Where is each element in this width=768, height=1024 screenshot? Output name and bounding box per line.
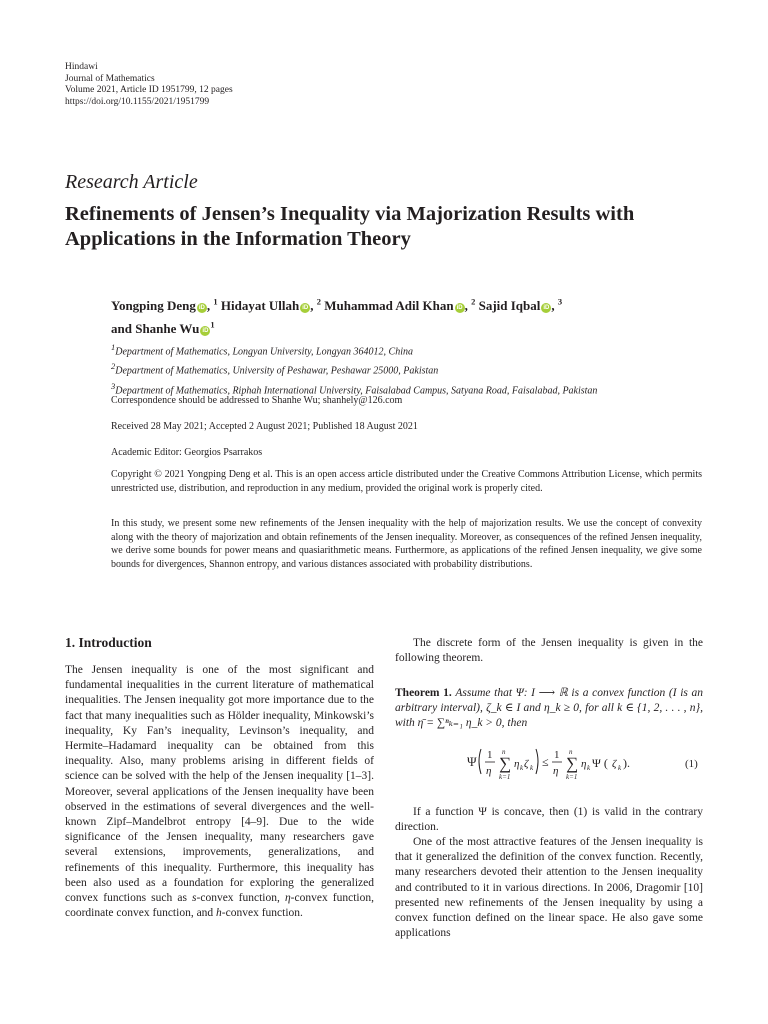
concave-remark: If a function Ψ is concave, then (1) is valid in the contrary direction. — [395, 806, 703, 834]
author: Hidayat Ullah iD , $^2$ — [220, 297, 322, 314]
svg-text:η: η — [553, 765, 559, 777]
svg-text:∑: ∑ — [566, 754, 579, 773]
author-affil-sup: 1 — [210, 319, 215, 330]
svg-text:n: n — [569, 748, 573, 756]
doi-link[interactable]: https://doi.org/10.1155/2021/1951799 — [65, 96, 210, 107]
svg-text:n: n — [502, 748, 506, 756]
section-heading-introduction: 1. Introduction — [65, 635, 152, 650]
volume-line: Volume 2021, Article ID 1951799, 12 pages — [65, 85, 233, 95]
article-type: Research Article — [65, 171, 198, 193]
svg-text:1: 1 — [554, 749, 560, 761]
theorem-block — [395, 686, 703, 732]
theorem-statement: Assume that Ψ: I ⟶ ℝ is a convex function (I is an arbitrary interval), ζ_k ∈ I and η_k ≥ 0, for all k ∈ {1, 2, . . . , n}, with η̄ = ∑ⁿₖ₌₁ η_k > 0, then — [395, 687, 703, 730]
author — [111, 321, 215, 336]
affiliation: $^2$Department of Mathematics, University of Peshawar, Peshawar 25000, Pakistan — [111, 361, 439, 377]
svg-text:).: ). — [623, 756, 630, 770]
author-affil-sup: 2 — [471, 297, 476, 307]
author-name: and Shanhe Wu — [111, 320, 200, 336]
svg-text:k=1: k=1 — [566, 773, 578, 781]
journal-header — [65, 62, 233, 108]
svg-text:≤: ≤ — [542, 755, 549, 769]
svg-text:Ψ: Ψ — [467, 754, 477, 769]
article-title: Refinements of Jensen’s Inequality via Majorization Results with Applications in the Information Theory — [65, 203, 635, 250]
jensen-equation — [395, 741, 703, 781]
publisher-name: Hindawi — [65, 62, 98, 72]
dates-line: Received 28 May 2021; Accepted 2 August 2021; Published 18 August 2021 — [111, 421, 418, 432]
svg-text:η: η — [486, 765, 492, 777]
equation-graphic — [395, 741, 703, 781]
svg-text:k: k — [618, 764, 622, 772]
affiliation-list — [111, 340, 597, 398]
author-name: Muhammad Adil Khan — [324, 298, 454, 314]
svg-text:1: 1 — [487, 749, 493, 761]
intro-right-paragraph: The discrete form of the Jensen inequality is given in the following theorem. — [395, 637, 703, 665]
intro-left-column — [65, 663, 374, 921]
author-name: Yongping Deng — [111, 298, 196, 314]
author-name: Sajid Iqbal — [478, 298, 541, 314]
orcid-icon[interactable]: iD — [198, 305, 205, 312]
author: Sajid Iqbal iD , $^3$ — [478, 297, 563, 314]
journal-name: Journal of Mathematics — [65, 73, 155, 84]
editor-line: Academic Editor: Georgios Psarrakos — [111, 447, 263, 458]
correspondence-line: Correspondence should be addressed to Shanhe Wu; shanhely@126.com — [111, 395, 403, 406]
affiliation: $^1$Department of Mathematics, Longyan University, Longyan 364012, China — [111, 342, 414, 358]
author: Yongping Deng iD , $^1$ — [111, 297, 218, 314]
orcid-icon[interactable]: iD — [302, 305, 309, 312]
svg-text:η: η — [581, 758, 587, 770]
affiliation: $^3$Department of Mathematics, Riphah International University, Faisalabad Campus, Satyana Road, Faisalabad, Pakistan — [111, 380, 598, 396]
author-list — [111, 293, 711, 338]
intro-right-paragraph-2: One of the most attractive features of the Jensen inequality is that it generalized the definition of the convex function. Recently, many researchers devoted their attention to the Jensen inequality and contributed to it in various directions. In 2006, Dragomir [10] presented new refinements of the Jensen inequality by using a convex function defined on the linear space. He also gave some applications — [395, 836, 703, 940]
orcid-icon[interactable]: iD — [543, 305, 550, 312]
svg-text:∑: ∑ — [499, 754, 512, 773]
svg-text:k: k — [587, 764, 591, 772]
svg-text:k: k — [520, 764, 524, 772]
svg-text:ζ: ζ — [524, 758, 529, 770]
author-affil-sup: 1 — [213, 297, 218, 307]
svg-text:Ψ (: Ψ ( — [592, 756, 608, 770]
svg-text:η: η — [514, 758, 520, 770]
author-affil-sup: 2 — [316, 297, 322, 307]
svg-text:k=1: k=1 — [499, 773, 511, 781]
orcid-icon[interactable]: iD — [456, 305, 463, 312]
orcid-icon[interactable]: iD — [202, 327, 209, 334]
copyright-notice: Copyright © 2021 Yongping Deng et al. This is an open access article distributed under the Creative Commons Attribution License, which permits unrestricted use, distribution, and reproduction in any medium, provided the original work is properly cited. — [111, 469, 702, 494]
author-affil-sup: 3 — [557, 297, 563, 307]
svg-text:k: k — [530, 764, 534, 772]
abstract: In this study, we present some new refinements of the Jensen inequality with the help of majorization results. We use the concept of convexity along with the theory of majorization and obtain refinements of the Jensen inequality. Moreover, as consequences of the refined Jensen inequality, we derive some bounds for power means and quasiarithmetic means. Furthermore, as applications of the refined Jensen inequality, we give some bounds for divergences, Shannon entropy, and various distances associated with probability distributions. — [111, 518, 702, 570]
author: Muhammad Adil Khan iD , $^2$ — [324, 297, 476, 314]
intro-paragraph: The Jensen inequality is one of the most significant and fundamental inequalities in the current literature of mathematical inequalities. The Jensen inequality got more importance due to the fact that many inequalities such as Hölder inequality, Minkowski’s inequality, Ky Fan’s inequality, Levinson’s inequality, and Hermite–Hadamard inequality can be obtained from this inequality. Also, many problems arising in different fields of science can be solved with the help of the Jensen inequality [1–3]. Moreover, several applications of the Jensen inequality have been observed in the estimations of several divergences and the well-known Zipf–Mandelbrot entropy [4–9]. Due to the wide significance of the Jensen inequality, many researchers gave several extensions, improvements, generalizations, and refinements of this inequality. Furthermore, this inequality has been also used as a foundation for exploring the generalized convex functions such as s-convex function, η-convex function, coordinate convex function, and h-convex function. — [65, 664, 374, 920]
svg-text:ζ: ζ — [612, 758, 617, 770]
author-name: Hidayat Ullah — [220, 298, 300, 314]
theorem-label: Theorem 1. — [395, 687, 452, 699]
equation-number: (1) — [685, 758, 698, 770]
